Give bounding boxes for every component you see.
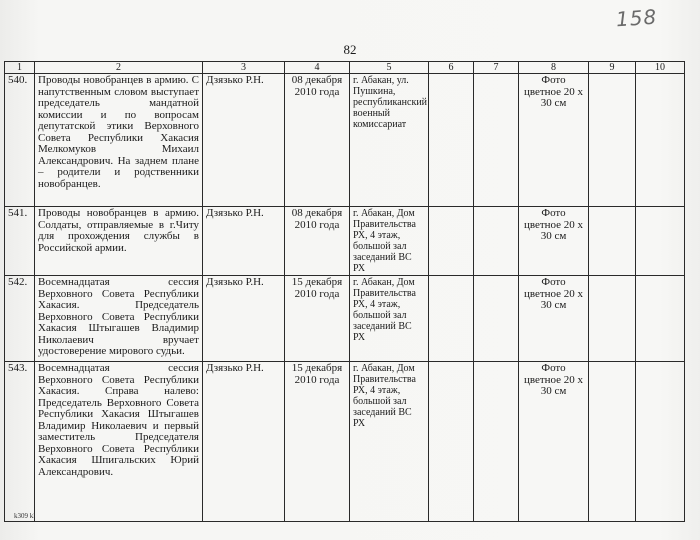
footer-code: k309 kl (14, 512, 36, 520)
entry-description: Проводы новобранцев в армию. Солдаты, отправляемые в г.Читу для прохождения службы в Российской армии. (35, 207, 203, 276)
table-row (5, 276, 685, 362)
handwritten-folio-number: 158 (615, 4, 658, 32)
column-header: 8 (519, 62, 589, 74)
empty-cell (474, 362, 519, 522)
entry-place: г. Абакан, Дом Правительства РХ, 4 этаж, большой зал заседаний ВС РХ (350, 276, 429, 362)
empty-cell (474, 276, 519, 362)
empty-cell (589, 74, 636, 207)
entry-place: г. Абакан, Дом Правительства РХ, 4 этаж, большой зал заседаний ВС РХ (350, 207, 429, 276)
entry-format: Фото цветное 20 х 30 см (519, 276, 589, 362)
entry-description: Восемнадцатая сессия Верховного Совета Республики Хакасия. Справа налево: Председатель Верховного Совета Республики Хакасия Штыгашев Владимир Николаевич и первый заместитель Председателя Верховного Совета Республики Хакасия Шпигальских Юрий Александрович. (35, 362, 203, 522)
entry-author: Дзязько Р.Н. (203, 207, 285, 276)
column-number-row (5, 62, 685, 74)
column-header: 4 (285, 62, 350, 74)
column-header: 3 (203, 62, 285, 74)
empty-cell (589, 276, 636, 362)
empty-cell (636, 362, 685, 522)
entry-format: Фото цветное 20 х 30 см (519, 207, 589, 276)
entry-description: Восемнадцатая сессия Верховного Совета Республики Хакасия. Председатель Верховного Совета Республики Хакасия Штыгашев Владимир Николаевич вручает удостоверение мирового судьи. (35, 276, 203, 362)
entry-format: Фото цветное 20 х 30 см (519, 362, 589, 522)
empty-cell (589, 362, 636, 522)
empty-cell (636, 74, 685, 207)
entry-date: 08 декабря 2010 года (285, 207, 350, 276)
entry-date: 15 декабря 2010 года (285, 276, 350, 362)
empty-cell (636, 276, 685, 362)
entry-number: 543. (5, 362, 35, 522)
empty-cell (429, 207, 474, 276)
entry-author: Дзязько Р.Н. (203, 276, 285, 362)
empty-cell (429, 276, 474, 362)
empty-cell (429, 362, 474, 522)
table-row (5, 362, 685, 522)
table-row (5, 74, 685, 207)
page-number: 82 (343, 42, 357, 57)
empty-cell (474, 207, 519, 276)
table-row (5, 207, 685, 276)
column-header: 10 (636, 62, 685, 74)
entry-author: Дзязько Р.Н. (203, 362, 285, 522)
entry-format: Фото цветное 20 х 30 см (519, 74, 589, 207)
catalog-table (4, 61, 685, 522)
entry-number: 541. (5, 207, 35, 276)
empty-cell (429, 74, 474, 207)
entry-author: Дзязько Р.Н. (203, 74, 285, 207)
empty-cell (589, 207, 636, 276)
column-header: 2 (35, 62, 203, 74)
entry-date: 08 декабря 2010 года (285, 74, 350, 207)
entry-date: 15 декабря 2010 года (285, 362, 350, 522)
column-header: 6 (429, 62, 474, 74)
entry-number: 542. (5, 276, 35, 362)
empty-cell (474, 74, 519, 207)
column-header: 5 (350, 62, 429, 74)
empty-cell (636, 207, 685, 276)
column-header: 9 (589, 62, 636, 74)
column-header: 7 (474, 62, 519, 74)
entry-place: г. Абакан, Дом Правительства РХ, 4 этаж, большой зал заседаний ВС РХ (350, 362, 429, 522)
column-header: 1 (5, 62, 35, 74)
entry-place: г. Абакан, ул. Пушкина, республиканский военный комиссариат (350, 74, 429, 207)
entry-number: 540. (5, 74, 35, 207)
entry-description: Проводы новобранцев в армию. С напутственным словом выступает председатель мандатной комиссии и по вопросам депутатской этики Верховного Совета Республики Хакасия Мелкомуков Михаил Александрович. На заднем плане – родители и родственники новобранцев. (35, 74, 203, 207)
